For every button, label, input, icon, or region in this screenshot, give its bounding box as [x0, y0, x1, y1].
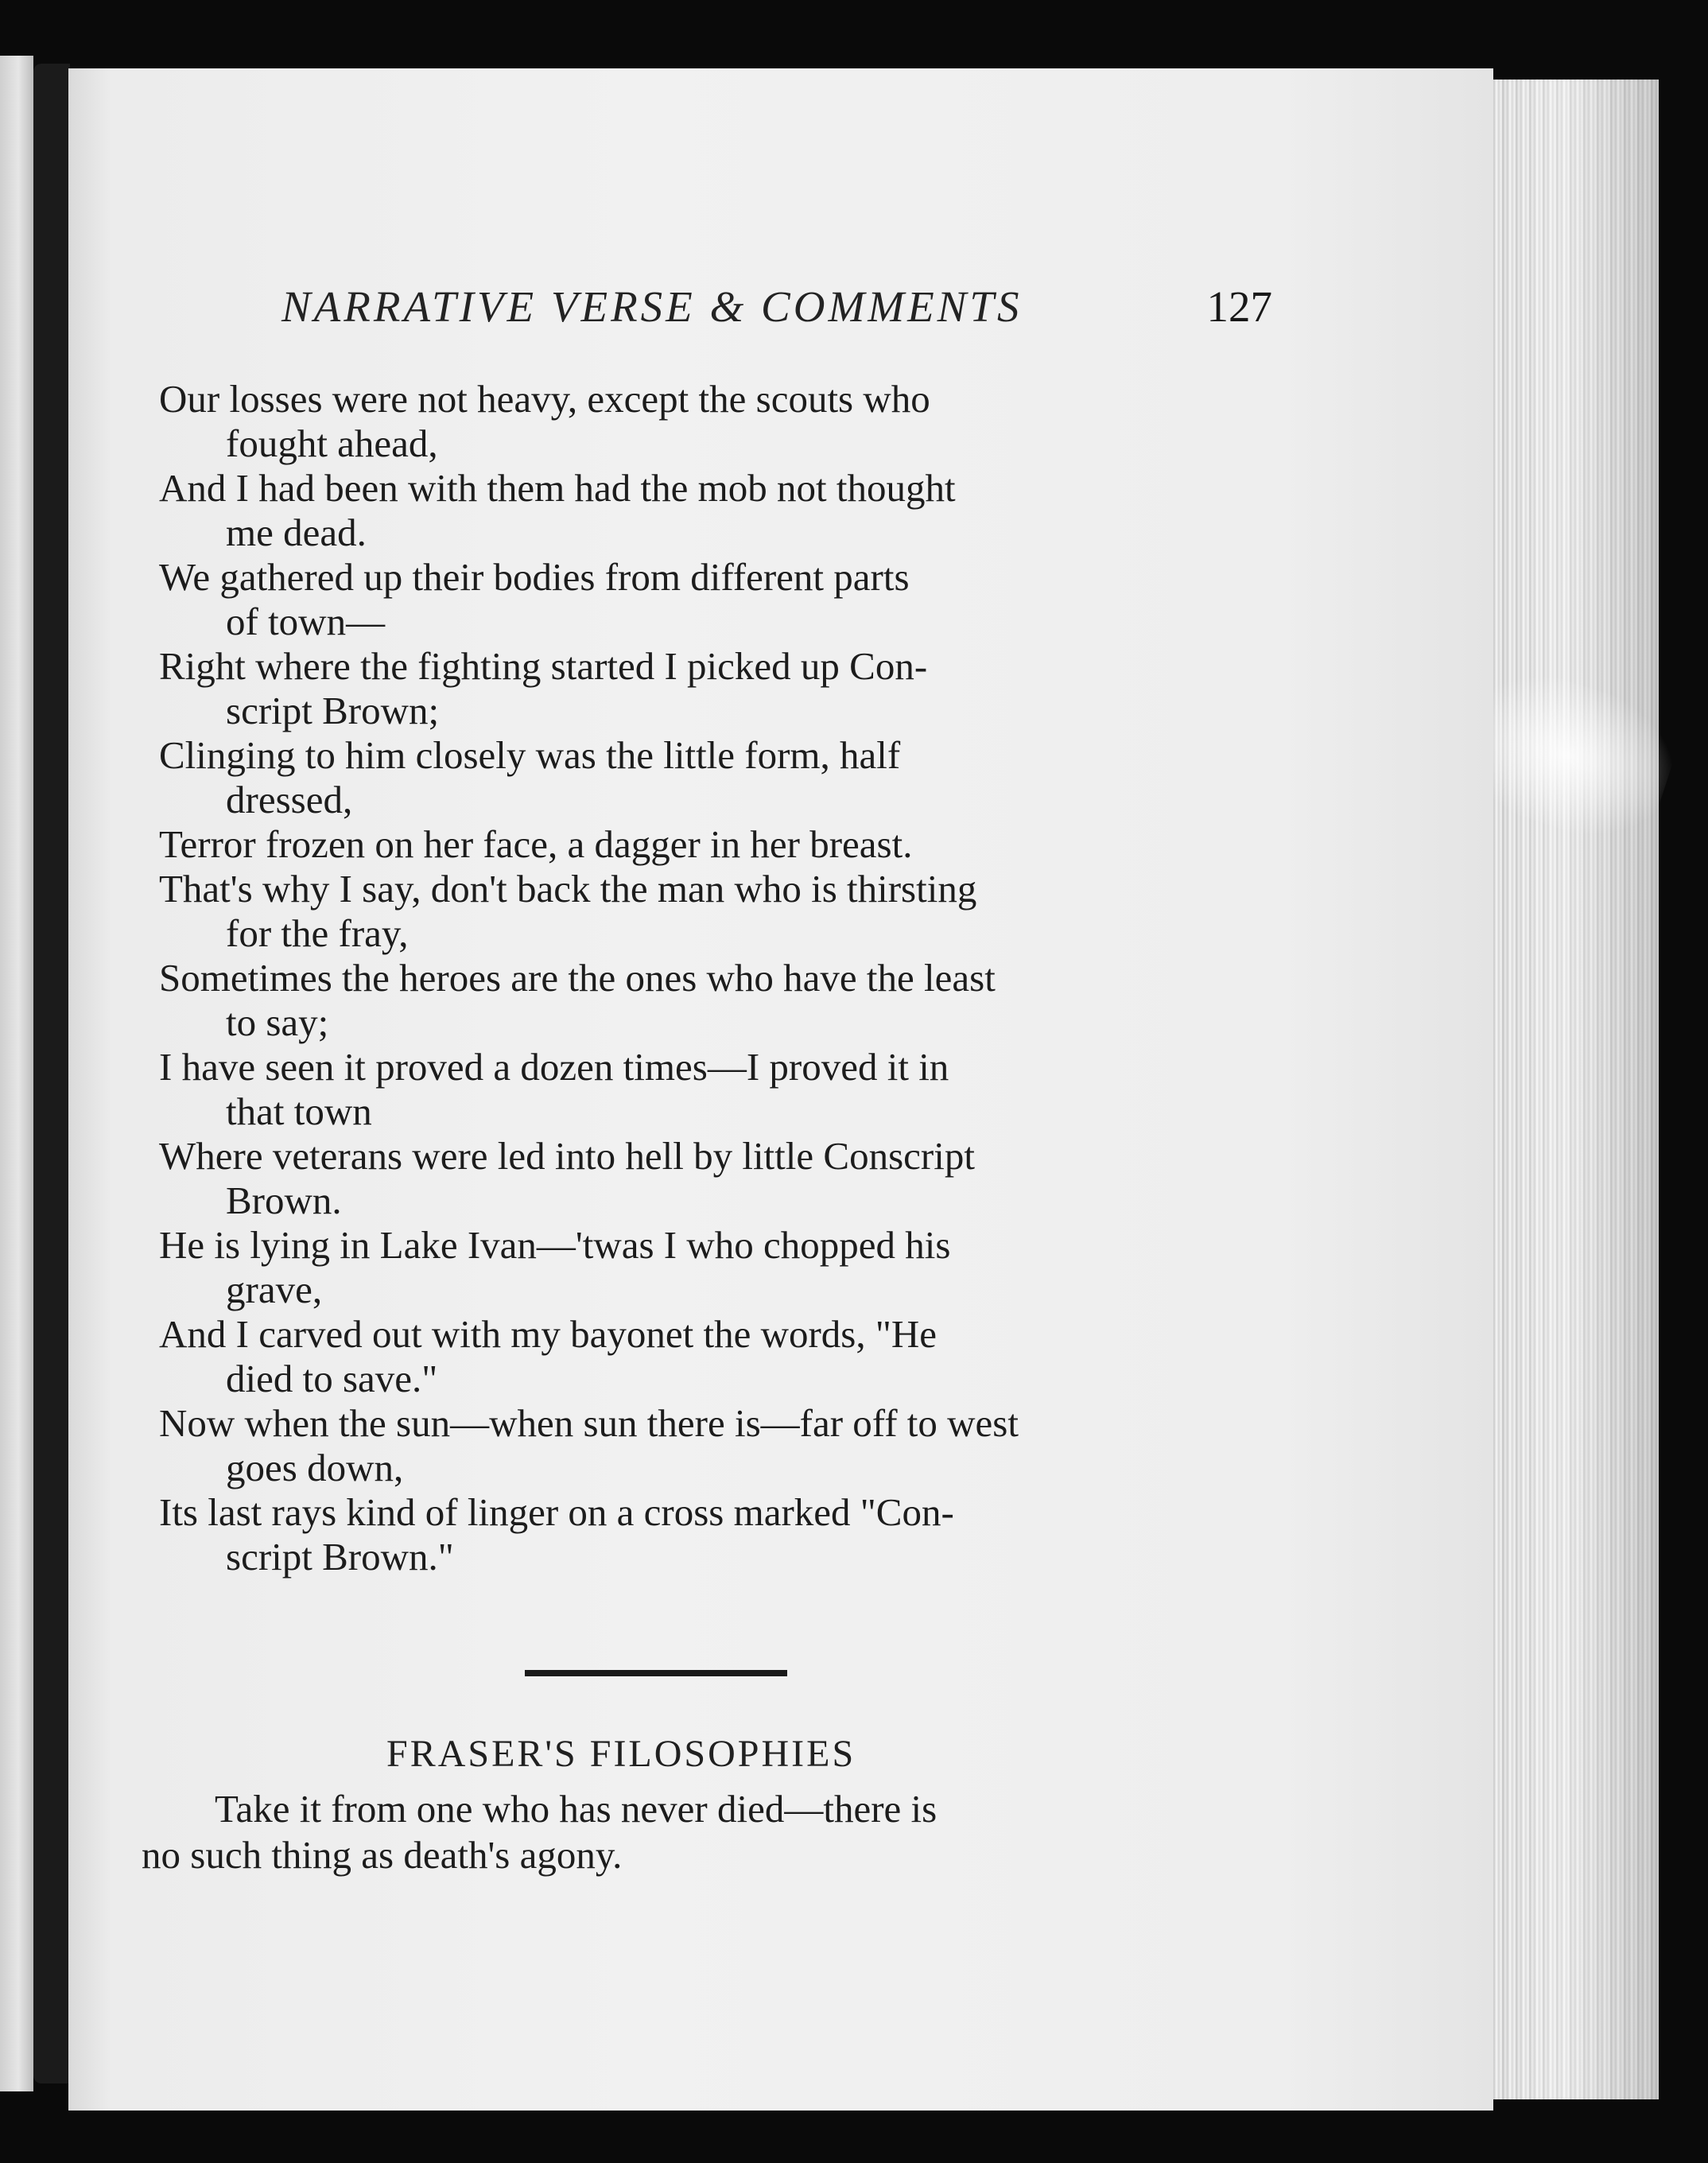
poem-line [159, 1223, 1304, 1312]
poem-line-continuation: script Brown; [226, 689, 440, 732]
poem-line-continuation: script Brown." [226, 1535, 454, 1579]
poem-line-continuation: Brown. [226, 1179, 342, 1222]
poem-line-continuation: for the fray, [226, 911, 409, 955]
poem-line-continuation: fought ahead, [226, 421, 438, 465]
poem-line-text: Right where the fighting started I picked up Con- [159, 644, 928, 688]
poem-line-continuation: to say; [226, 1000, 329, 1044]
poem-line-text: He is lying in Lake Ivan—'twas I who chopped his [159, 1223, 951, 1267]
poem-line [159, 644, 1304, 733]
poem-line-continuation: goes down, [226, 1446, 404, 1489]
running-head-title: NARRATIVE VERSE & COMMENTS [281, 282, 1023, 331]
poem-line-text: Its last rays kind of linger on a cross marked "Con- [159, 1490, 954, 1534]
poem-line-continuation: died to save." [226, 1357, 438, 1400]
poem-line [159, 822, 1304, 867]
poem-line [159, 867, 1304, 956]
poem-line-text: Sometimes the heroes are the ones who have the least [159, 956, 996, 1000]
poem-line [159, 733, 1304, 822]
poem-line [159, 1312, 1304, 1401]
section-title: FRASER'S FILOSOPHIES [386, 1733, 856, 1775]
paragraph-line: no such thing as death's agony. [142, 1833, 623, 1877]
poem-line-text: Now when the sun—when sun there is—far off to west [159, 1401, 1019, 1445]
book-page [68, 68, 1493, 2111]
poem-line [159, 1134, 1304, 1223]
page-number: 127 [1206, 282, 1272, 331]
poem-line-continuation: me dead. [226, 511, 367, 554]
poem-line [159, 956, 1304, 1045]
poem-line [159, 377, 1304, 466]
section-divider [525, 1670, 787, 1676]
page-content [68, 68, 1493, 2111]
poem-line-text: Where veterans were led into hell by little Conscript [159, 1134, 975, 1178]
paragraph-line: Take it from one who has never died—there is [215, 1787, 937, 1831]
poem-line [159, 1490, 1304, 1579]
poem-line [159, 1045, 1304, 1134]
poem-line-text: And I carved out with my bayonet the words, "He [159, 1312, 937, 1356]
facing-page-edge [0, 56, 33, 2091]
poem-line [159, 466, 1304, 555]
poem-line-continuation: that town [226, 1089, 372, 1133]
poem-line-continuation: dressed, [226, 778, 353, 821]
poem-line-text: That's why I say, don't back the man who is thirsting [159, 867, 977, 911]
running-head [281, 282, 1272, 345]
poem-line [159, 1401, 1304, 1490]
poem-line-text: And I had been with them had the mob not thought [159, 466, 956, 510]
poem-line-text: Clinging to him closely was the little form, half [159, 733, 901, 777]
section-paragraph [142, 1786, 1255, 1878]
poem-line-text: We gathered up their bodies from different parts [159, 555, 910, 599]
poem-line-continuation: of town— [226, 600, 386, 643]
book-spine [33, 64, 70, 2083]
poem [159, 377, 1304, 1579]
page-block-shade [1485, 80, 1659, 2099]
poem-line-text: Terror frozen on her face, a dagger in her breast. [159, 822, 913, 866]
poem-line-continuation: grave, [226, 1268, 323, 1311]
poem-line-text: I have seen it proved a dozen times—I proved it in [159, 1045, 949, 1089]
poem-line [159, 555, 1304, 644]
poem-line-text: Our losses were not heavy, except the scouts who [159, 377, 930, 421]
